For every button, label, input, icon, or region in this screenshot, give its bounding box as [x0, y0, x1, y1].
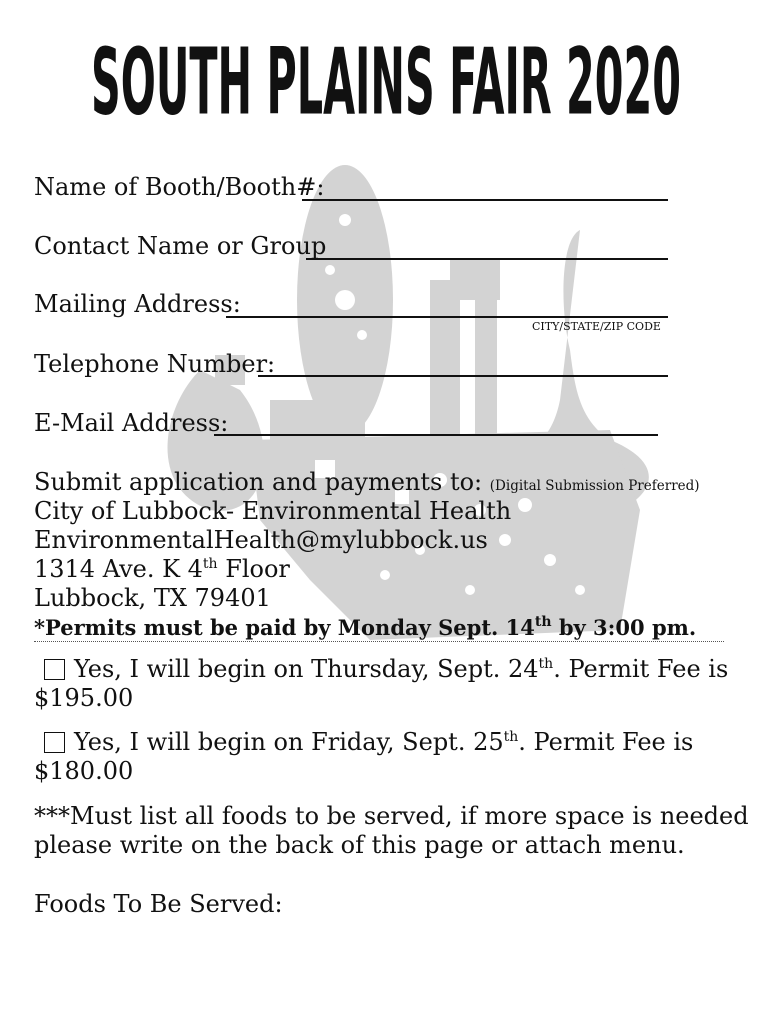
submit-heading: Submit application and payments to:: [34, 468, 483, 496]
option-friday-post: . Permit Fee is: [518, 728, 694, 756]
mailing-caption: CITY/STATE/ZIP CODE: [532, 320, 661, 333]
mailing-label: Mailing Address:: [34, 290, 241, 318]
contact-label: Contact Name or Group: [34, 232, 327, 260]
booth-label: Name of Booth/Booth#:: [34, 173, 325, 201]
option-thursday-post: . Permit Fee is: [553, 655, 729, 683]
option-friday-sup: th: [503, 729, 519, 745]
mailing-input-line[interactable]: [226, 316, 668, 318]
phone-field-row: [34, 349, 275, 379]
address-post: Floor: [217, 555, 290, 583]
deadline-main: *Permits must be paid by Monday Sept. 14: [34, 615, 535, 640]
mailing-field-row: [34, 289, 241, 319]
contact-input-line[interactable]: [306, 258, 668, 260]
deadline-notice: [34, 613, 696, 643]
phone-label: Telephone Number:: [34, 350, 276, 378]
email-input-line[interactable]: [214, 434, 658, 436]
option-friday: [44, 728, 693, 757]
booth-input-line[interactable]: [302, 199, 668, 201]
deadline-post: by 3:00 pm.: [551, 615, 697, 640]
note-line-2: please write on the back of this page or attach menu.: [34, 831, 685, 859]
friday-checkbox[interactable]: [44, 732, 65, 753]
page-title: [86, 22, 686, 144]
note-line-1: ***Must list all foods to be served, if more space is needed: [34, 802, 749, 830]
option-thursday-text: Yes, I will begin on Thursday, Sept. 24: [74, 655, 539, 683]
option-thursday-sup: th: [538, 656, 554, 672]
deadline-sup: th: [534, 614, 552, 630]
section-divider: [34, 641, 724, 642]
phone-input-line[interactable]: [258, 375, 668, 377]
email-field-row: [34, 408, 228, 438]
title-text: SOUTH PLAINS FAIR 2020: [90, 29, 681, 137]
submit-address: [34, 555, 290, 585]
foods-label: Foods To Be Served:: [34, 890, 283, 918]
email-label: E-Mail Address:: [34, 409, 229, 437]
submit-org: City of Lubbock- Environmental Health: [34, 497, 512, 525]
option-friday-fee: $180.00: [34, 757, 134, 785]
submit-email: EnvironmentalHealth@mylubbock.us: [34, 526, 488, 554]
address-main: 1314 Ave. K 4: [34, 555, 203, 583]
submit-preferred: (Digital Submission Preferred): [489, 478, 700, 494]
option-friday-text: Yes, I will begin on Friday, Sept. 25: [74, 728, 504, 756]
contact-field-row: [34, 231, 326, 261]
option-thursday-fee: $195.00: [34, 684, 134, 712]
thursday-checkbox[interactable]: [44, 659, 65, 680]
submit-city: Lubbock, TX 79401: [34, 584, 271, 612]
booth-field-row: [34, 172, 324, 202]
address-sup: th: [202, 556, 218, 572]
option-thursday: [44, 655, 728, 684]
title-lettering: [86, 22, 686, 144]
